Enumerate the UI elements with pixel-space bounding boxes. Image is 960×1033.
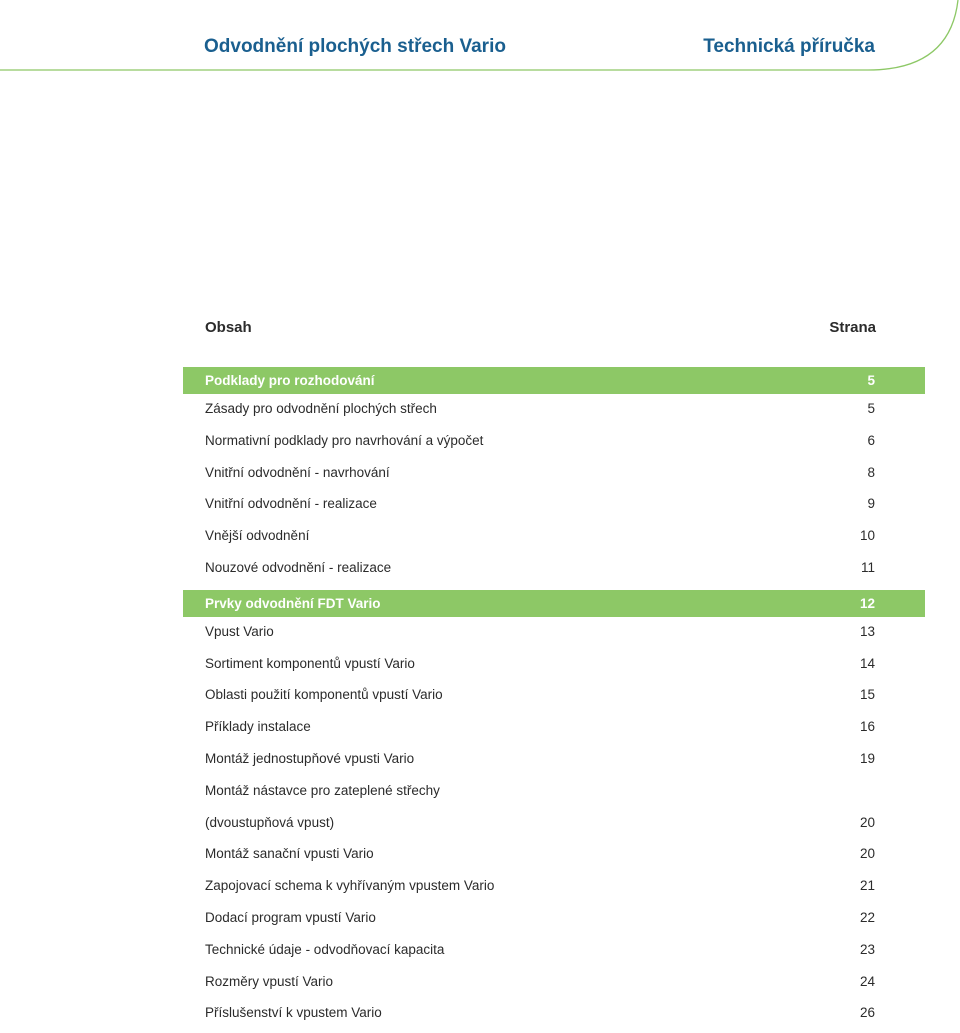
toc-entry-row[interactable] — [183, 967, 925, 999]
toc-entry-page: 10 — [859, 528, 875, 544]
toc-entry-page: 21 — [859, 878, 875, 894]
toc-entry-row[interactable] — [183, 871, 925, 903]
toc-entry-row[interactable] — [183, 744, 925, 776]
toc-entry-label: Montáž sanační vpusti Vario — [205, 846, 374, 862]
toc-entry-row[interactable] — [183, 776, 925, 808]
toc-entry-page: 22 — [859, 909, 875, 925]
toc-entry-label: Vnitřní odvodnění - navrhování — [205, 464, 390, 480]
toc-entry-label: Sortiment komponentů vpustí Vario — [205, 655, 415, 671]
toc-entry-label: Příslušenství k vpustem Vario — [205, 1005, 382, 1021]
table-of-contents — [183, 367, 925, 1030]
toc-entry-row[interactable] — [183, 935, 925, 967]
toc-entry-page: 26 — [859, 1005, 875, 1021]
toc-entry-page: 6 — [867, 432, 875, 448]
toc-entry-label: Rozměry vpustí Vario — [205, 973, 334, 989]
toc-entry-row[interactable] — [183, 712, 925, 744]
toc-entry-label: Montáž jednostupňové vpusti Vario — [205, 750, 415, 766]
document-title: Odvodnění plochých střech Vario — [204, 36, 506, 57]
toc-entry-label: Vpust Vario — [205, 623, 274, 639]
toc-section-row[interactable] — [183, 367, 925, 394]
toc-entry-label: Technické údaje - odvodňovací kapacita — [205, 941, 445, 957]
toc-entry-row[interactable] — [183, 680, 925, 712]
toc-entry-page: 19 — [859, 750, 875, 766]
toc-entry-row[interactable] — [183, 553, 925, 585]
toc-entry-label: Příklady instalace — [205, 719, 311, 735]
toc-entry-label: Montáž nástavce pro zateplené střechy — [205, 782, 440, 798]
toc-entry-label: Normativní podklady pro navrhování a výpočet — [205, 432, 484, 448]
toc-entry-label: Zásady pro odvodnění plochých střech — [205, 401, 437, 416]
toc-entry-row[interactable] — [183, 521, 925, 553]
toc-entry-label: Nouzové odvodnění - realizace — [205, 559, 392, 575]
toc-entry-page: 5 — [867, 373, 875, 388]
toc-entry-page: 12 — [859, 595, 875, 611]
toc-entry-page: 20 — [859, 846, 875, 862]
toc-entry-row[interactable] — [183, 394, 925, 426]
toc-entry-page: 20 — [859, 814, 875, 830]
toc-entry-page: 9 — [867, 496, 875, 512]
toc-entry-row[interactable] — [183, 998, 925, 1030]
toc-heading: Obsah — [205, 319, 252, 336]
toc-page-heading: Strana — [829, 319, 876, 336]
toc-entry-label: Oblasti použití komponentů vpustí Vario — [205, 687, 443, 703]
toc-entry-row[interactable] — [183, 458, 925, 490]
toc-entry-page: 13 — [859, 623, 875, 639]
toc-entry-page: 15 — [859, 687, 875, 703]
toc-section-row[interactable] — [183, 590, 925, 617]
toc-entry-row[interactable] — [183, 426, 925, 458]
toc-entry-label: Vnitřní odvodnění - realizace — [205, 496, 377, 512]
toc-entry-page: 11 — [860, 559, 875, 575]
toc-entry-page: 16 — [859, 719, 875, 735]
toc-entry-label: Podklady pro rozhodování — [205, 373, 375, 388]
toc-entry-page: 5 — [867, 401, 875, 416]
toc-entry-page: 24 — [859, 973, 875, 989]
document-subtitle: Technická příručka — [703, 36, 875, 57]
toc-entry-row[interactable] — [183, 903, 925, 935]
toc-entry-row[interactable] — [183, 617, 925, 649]
toc-entry-label: Vnější odvodnění — [205, 528, 310, 544]
toc-entry-row[interactable] — [183, 839, 925, 871]
toc-entry-label: (dvoustupňová vpust) — [205, 814, 335, 830]
toc-entry-page: 8 — [867, 464, 875, 480]
toc-entry-row[interactable] — [183, 489, 925, 521]
toc-entry-row[interactable] — [183, 808, 925, 840]
toc-entry-row[interactable] — [183, 649, 925, 681]
toc-entry-page: 14 — [859, 655, 875, 671]
toc-entry-label: Prvky odvodnění FDT Vario — [205, 595, 381, 611]
toc-entry-page: 23 — [859, 941, 875, 957]
toc-entry-label: Zapojovací schema k vyhřívaným vpustem Vario — [205, 878, 495, 894]
toc-entry-label: Dodací program vpustí Vario — [205, 909, 376, 925]
